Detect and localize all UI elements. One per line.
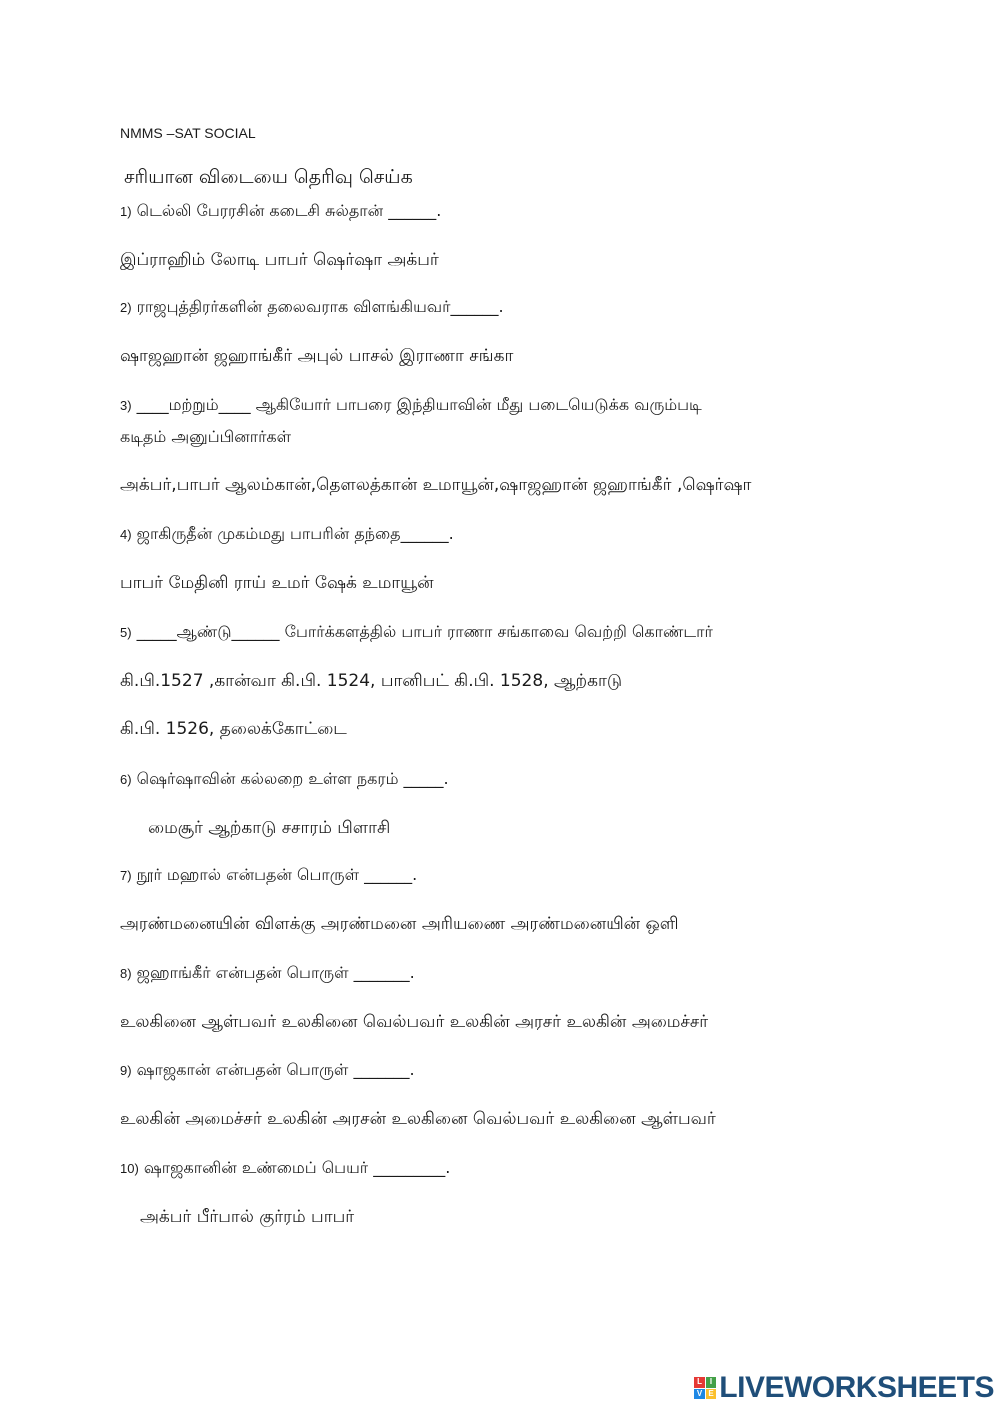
- answer-options: இப்ராஹிம் லோடி பாபர் ஷெர்ஷா அக்பர்: [120, 250, 439, 270]
- worksheet-header: NMMS –SAT SOCIAL: [120, 125, 256, 141]
- question-text: டெல்லி பேரரசின் கடைசி சுல்தான் ______.: [131, 201, 442, 220]
- liveworksheets-logo[interactable]: [694, 1371, 994, 1405]
- answer-options: பாபர் மேதினி ராய் உமர் ஷேக் உமாயூன்: [120, 573, 434, 593]
- question-line: [120, 523, 454, 546]
- question-text: ____மற்றும்____ ஆகியோர் பாபரை இந்தியாவின் மீது படையெடுக்க வரும்படி: [131, 395, 702, 414]
- question-text: ஷாஜகான் என்பதன் பொருள் _______.: [131, 1060, 415, 1079]
- question-number: 6): [120, 772, 132, 787]
- answer-options: கி.பி.1527 ,கான்வா கி.பி. 1524, பானிபட் கி.பி. 1528, ஆற்காடு: [120, 671, 622, 691]
- worksheet-title: சரியான விடையை தெரிவு செய்க: [124, 166, 413, 188]
- question-text: ராஜபுத்திரர்களின் தலைவராக விளங்கியவர்______.: [131, 297, 504, 316]
- answer-options: உலகின் அமைச்சர் உலகின் அரசன் உலகினை வெல்பவர் உலகினை ஆள்பவர்: [120, 1109, 716, 1129]
- question-text: _____ஆண்டு______ போர்க்களத்தில் பாபர் ராணா சங்காவை வெற்றி கொண்டார்: [131, 622, 713, 641]
- question-number: 2): [120, 300, 132, 315]
- question-line: [120, 394, 702, 417]
- question-number: 8): [120, 966, 132, 981]
- question-text: ஜஹாங்கீர் என்பதன் பொருள் _______.: [131, 963, 415, 982]
- logo-badge-letter: I: [706, 1377, 717, 1388]
- logo-badge-icon: [694, 1377, 716, 1399]
- question-line: [120, 621, 713, 644]
- question-number: 4): [120, 527, 132, 542]
- question-number: 5): [120, 625, 132, 640]
- question-line: [120, 1157, 450, 1180]
- question-text: ஜாகிருதீன் முகம்மது பாபரின் தந்தை______.: [131, 524, 454, 543]
- answer-options: கி.பி. 1526, தலைக்கோட்டை: [120, 719, 347, 739]
- question-line: [120, 296, 504, 319]
- question-text: ஷெர்ஷாவின் கல்லறை உள்ள நகரம் _____.: [131, 769, 449, 788]
- question-number: 10): [120, 1161, 139, 1176]
- question-text: ஷாஜகானின் உண்மைப் பெயர் _________.: [138, 1158, 451, 1177]
- question-number: 9): [120, 1063, 132, 1078]
- answer-options: அக்பர் பீர்பால் குர்ரம் பாபர்: [140, 1207, 355, 1227]
- logo-badge-letter: V: [694, 1389, 705, 1400]
- question-line: [120, 200, 441, 223]
- question-number: 3): [120, 398, 132, 413]
- question-number: 7): [120, 868, 132, 883]
- answer-options: அரண்மனையின் விளக்கு அரண்மனை அரியணை அரண்மனையின் ஒளி: [120, 914, 679, 934]
- question-line: [120, 768, 449, 791]
- logo-badge-letter: E: [706, 1389, 717, 1400]
- logo-text: LIVEWORKSHEETS: [719, 1371, 994, 1404]
- question-line: [120, 864, 417, 887]
- logo-badge-letter: L: [694, 1377, 705, 1388]
- answer-options: மைசூர் ஆற்காடு சசாரம் பிளாசி: [148, 818, 391, 838]
- question-continuation: கடிதம் அனுப்பினார்கள்: [120, 427, 292, 446]
- answer-options: ஷாஜஹான் ஜஹாங்கீர் அபுல் பாசல் இராணா சங்கா: [120, 346, 514, 366]
- answer-options: உலகினை ஆள்பவர் உலகினை வெல்பவர் உலகின் அரசர் உலகின் அமைச்சர்: [120, 1012, 709, 1032]
- question-text: நூர் மஹால் என்பதன் பொருள் ______.: [131, 865, 418, 884]
- question-line: [120, 962, 415, 985]
- question-number: 1): [120, 204, 132, 219]
- question-line: [120, 1059, 415, 1082]
- answer-options: அக்பர்,பாபர் ஆலம்கான்,தௌலத்கான் உமாயூன்,ஷாஜஹான் ஜஹாங்கீர் ,ஷெர்ஷா: [120, 475, 752, 495]
